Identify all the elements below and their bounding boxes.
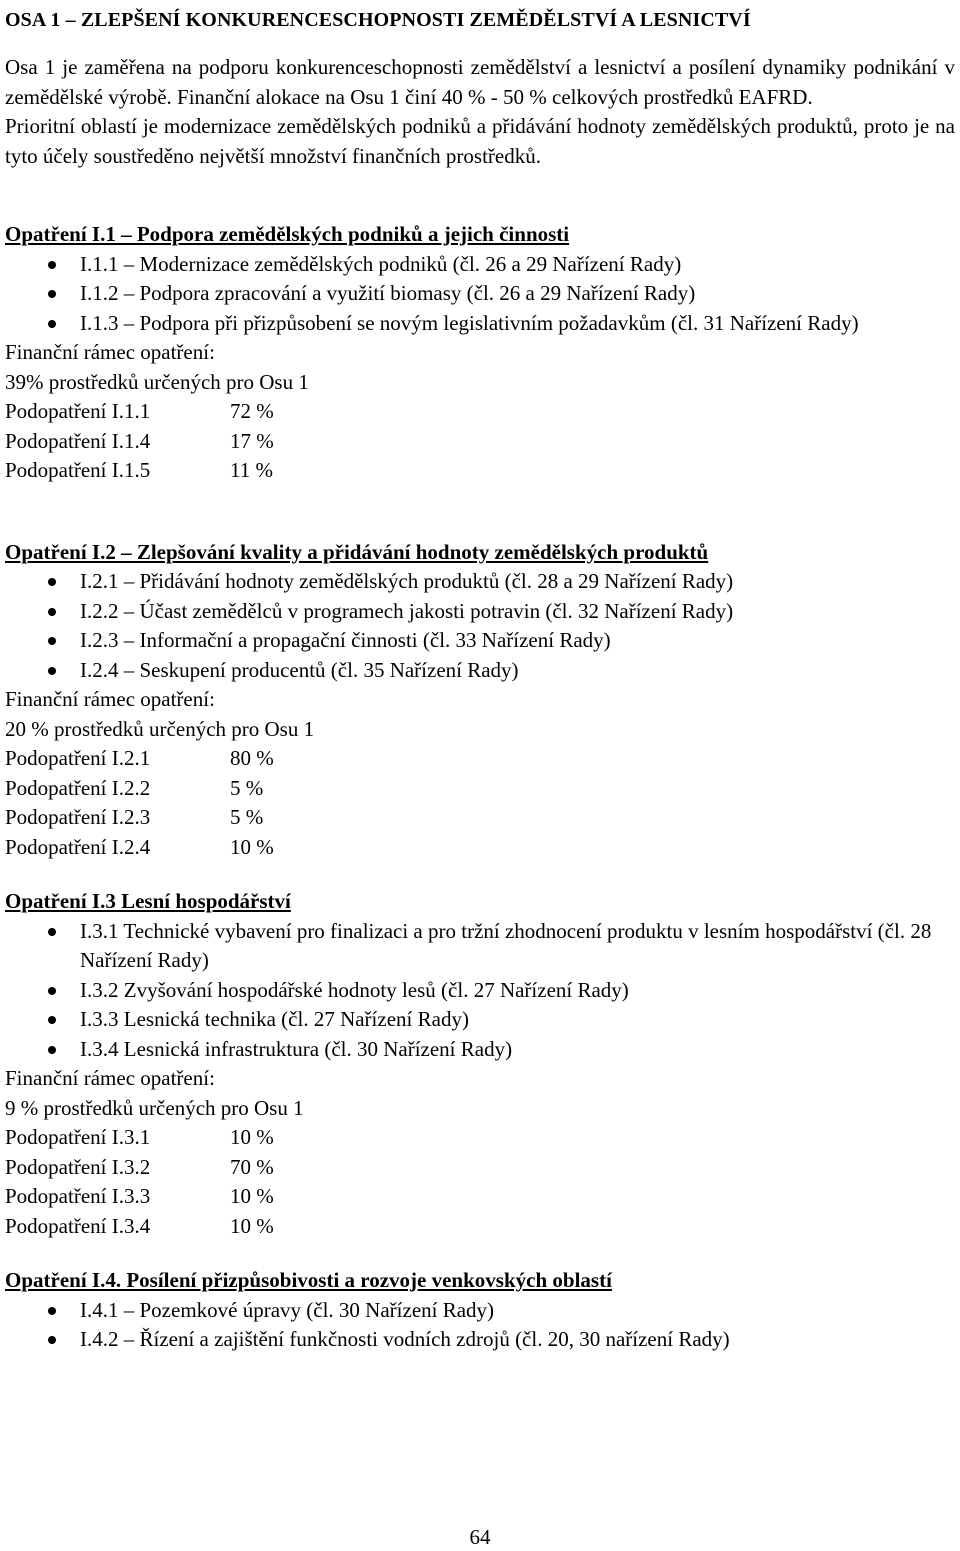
sub-measure-row: Podopatření I.2.2 5 % — [5, 775, 264, 800]
sub-measure-row: Podopatření I.3.1 10 % — [5, 1125, 274, 1149]
bullet-icon — [48, 290, 56, 298]
measure-i4 — [5, 1266, 955, 1355]
list-item: I.2.2 – Účast zemědělců v programech jakosti potravin (čl. 32 Nařízení Rady) — [5, 597, 955, 627]
sub-measure-row: Podopatření I.2.3 5 % — [5, 805, 264, 829]
measure-i2 — [5, 538, 955, 863]
sub-measure-row: Podopatření I.2.1 80 % — [5, 746, 274, 770]
bullet-icon — [48, 1046, 56, 1054]
sub-measure-row: Podopatření I.2.4 10 % — [5, 834, 274, 859]
intro-sentence: Osa 1 je zaměřena na podporu konkurenceschopnosti zemědělství a lesnictví a posílení dynamiky podnikání v zemědělské výrobě. Finanční alokace na Osu 1 činí 40 % - 50 % celkových prostředků EAFRD. — [5, 55, 955, 109]
measure-heading: Opatření I.1 – Podpora zemědělských podniků a jejich činnosti — [5, 222, 570, 246]
list-item: I.1.1 – Modernizace zemědělských podniků (čl. 26 a 29 Nařízení Rady) — [5, 250, 955, 280]
axis-share: 20 % prostředků určených pro Osu 1 — [5, 716, 315, 741]
bullet-icon — [48, 608, 56, 616]
bullet-icon — [48, 667, 56, 675]
measure-heading: Opatření I.3 Lesní hospodářství — [5, 889, 291, 913]
list-item: I.3.1 Technické vybavení pro finalizaci a pro tržní zhodnocení produktu v lesním hospodářství (čl. 28 Nařízení Rady) — [5, 917, 955, 976]
list-item: I.3.3 Lesnická technika (čl. 27 Nařízení Rady) — [5, 1005, 955, 1035]
measure-heading: Opatření I.2 – Zlepšování kvality a přidávání hodnoty zemědělských produktů — [5, 539, 709, 564]
bullet-icon — [48, 1016, 56, 1024]
bullet-icon — [48, 637, 56, 645]
list-item: I.4.1 – Pozemkové úpravy (čl. 30 Nařízení Rady) — [5, 1296, 955, 1326]
bullet-icon — [48, 1336, 56, 1344]
measure-item-list — [5, 567, 955, 685]
list-item: I.2.3 – Informační a propagační činnosti (čl. 33 Nařízení Rady) — [5, 626, 955, 656]
axis-share: 9 % prostředků určených pro Osu 1 — [5, 1095, 304, 1120]
sub-measure-row: Podopatření I.1.4 17 % — [5, 428, 274, 453]
bullet-icon — [48, 928, 56, 936]
intro-paragraph — [5, 53, 955, 171]
measure-item-list — [5, 1296, 955, 1355]
financial-frame-label: Finanční rámec opatření: — [5, 340, 215, 364]
list-item: I.1.2 – Podpora zpracování a využití biomasy (čl. 26 a 29 Nařízení Rady) — [5, 279, 955, 309]
measure-heading: Opatření I.4. Posílení přizpůsobivosti a rozvoje venkovských oblastí — [5, 1268, 612, 1292]
list-item: I.1.3 – Podpora při přizpůsobení se novým legislativním požadavkům (čl. 31 Nařízení Rady) — [5, 309, 955, 339]
page-number: 64 — [469, 1525, 491, 1549]
list-item: I.2.1 – Přidávání hodnoty zemědělských produktů (čl. 28 a 29 Nařízení Rady) — [5, 567, 955, 597]
measure-i1 — [5, 220, 955, 486]
bullet-icon — [48, 1307, 56, 1315]
financial-frame-label: Finanční rámec opatření: — [5, 687, 215, 711]
section-title: OSA 1 – ZLEPŠENÍ KONKURENCESCHOPNOSTI ZEMĚDĚLSTVÍ A LESNICTVÍ — [5, 9, 751, 31]
list-item: I.3.4 Lesnická infrastruktura (čl. 30 Nařízení Rady) — [5, 1035, 955, 1065]
bullet-icon — [48, 987, 56, 995]
bullet-icon — [48, 261, 56, 269]
sub-measure-row: Podopatření I.3.4 10 % — [5, 1213, 274, 1238]
sub-measure-row: Podopatření I.3.2 70 % — [5, 1154, 274, 1179]
list-item: I.2.4 – Seskupení producentů (čl. 35 Nařízení Rady) — [5, 656, 955, 686]
measure-item-list — [5, 250, 955, 339]
financial-frame-label: Finanční rámec opatření: — [5, 1066, 215, 1090]
measure-item-list — [5, 917, 955, 1065]
sub-measure-row: Podopatření I.3.3 10 % — [5, 1184, 274, 1208]
document-page — [5, 8, 955, 1355]
measure-i3 — [5, 887, 955, 1241]
bullet-icon — [48, 320, 56, 328]
sub-measure-row: Podopatření I.1.1 72 % — [5, 399, 274, 423]
list-item: I.4.2 – Řízení a zajištění funkčnosti vodních zdrojů (čl. 20, 30 nařízení Rady) — [5, 1325, 955, 1355]
sub-measure-row: Podopatření I.1.5 11 % — [5, 458, 273, 482]
intro-sentence: Prioritní oblastí je modernizace zemědělských podniků a přidávání hodnoty zemědělských produktů, proto je na tyto účely soustředěno největší množství finančních prostředků. — [5, 114, 955, 168]
bullet-icon — [48, 578, 56, 586]
axis-share: 39% prostředků určených pro Osu 1 — [5, 369, 309, 394]
list-item: I.3.2 Zvyšování hospodářské hodnoty lesů (čl. 27 Nařízení Rady) — [5, 976, 955, 1006]
